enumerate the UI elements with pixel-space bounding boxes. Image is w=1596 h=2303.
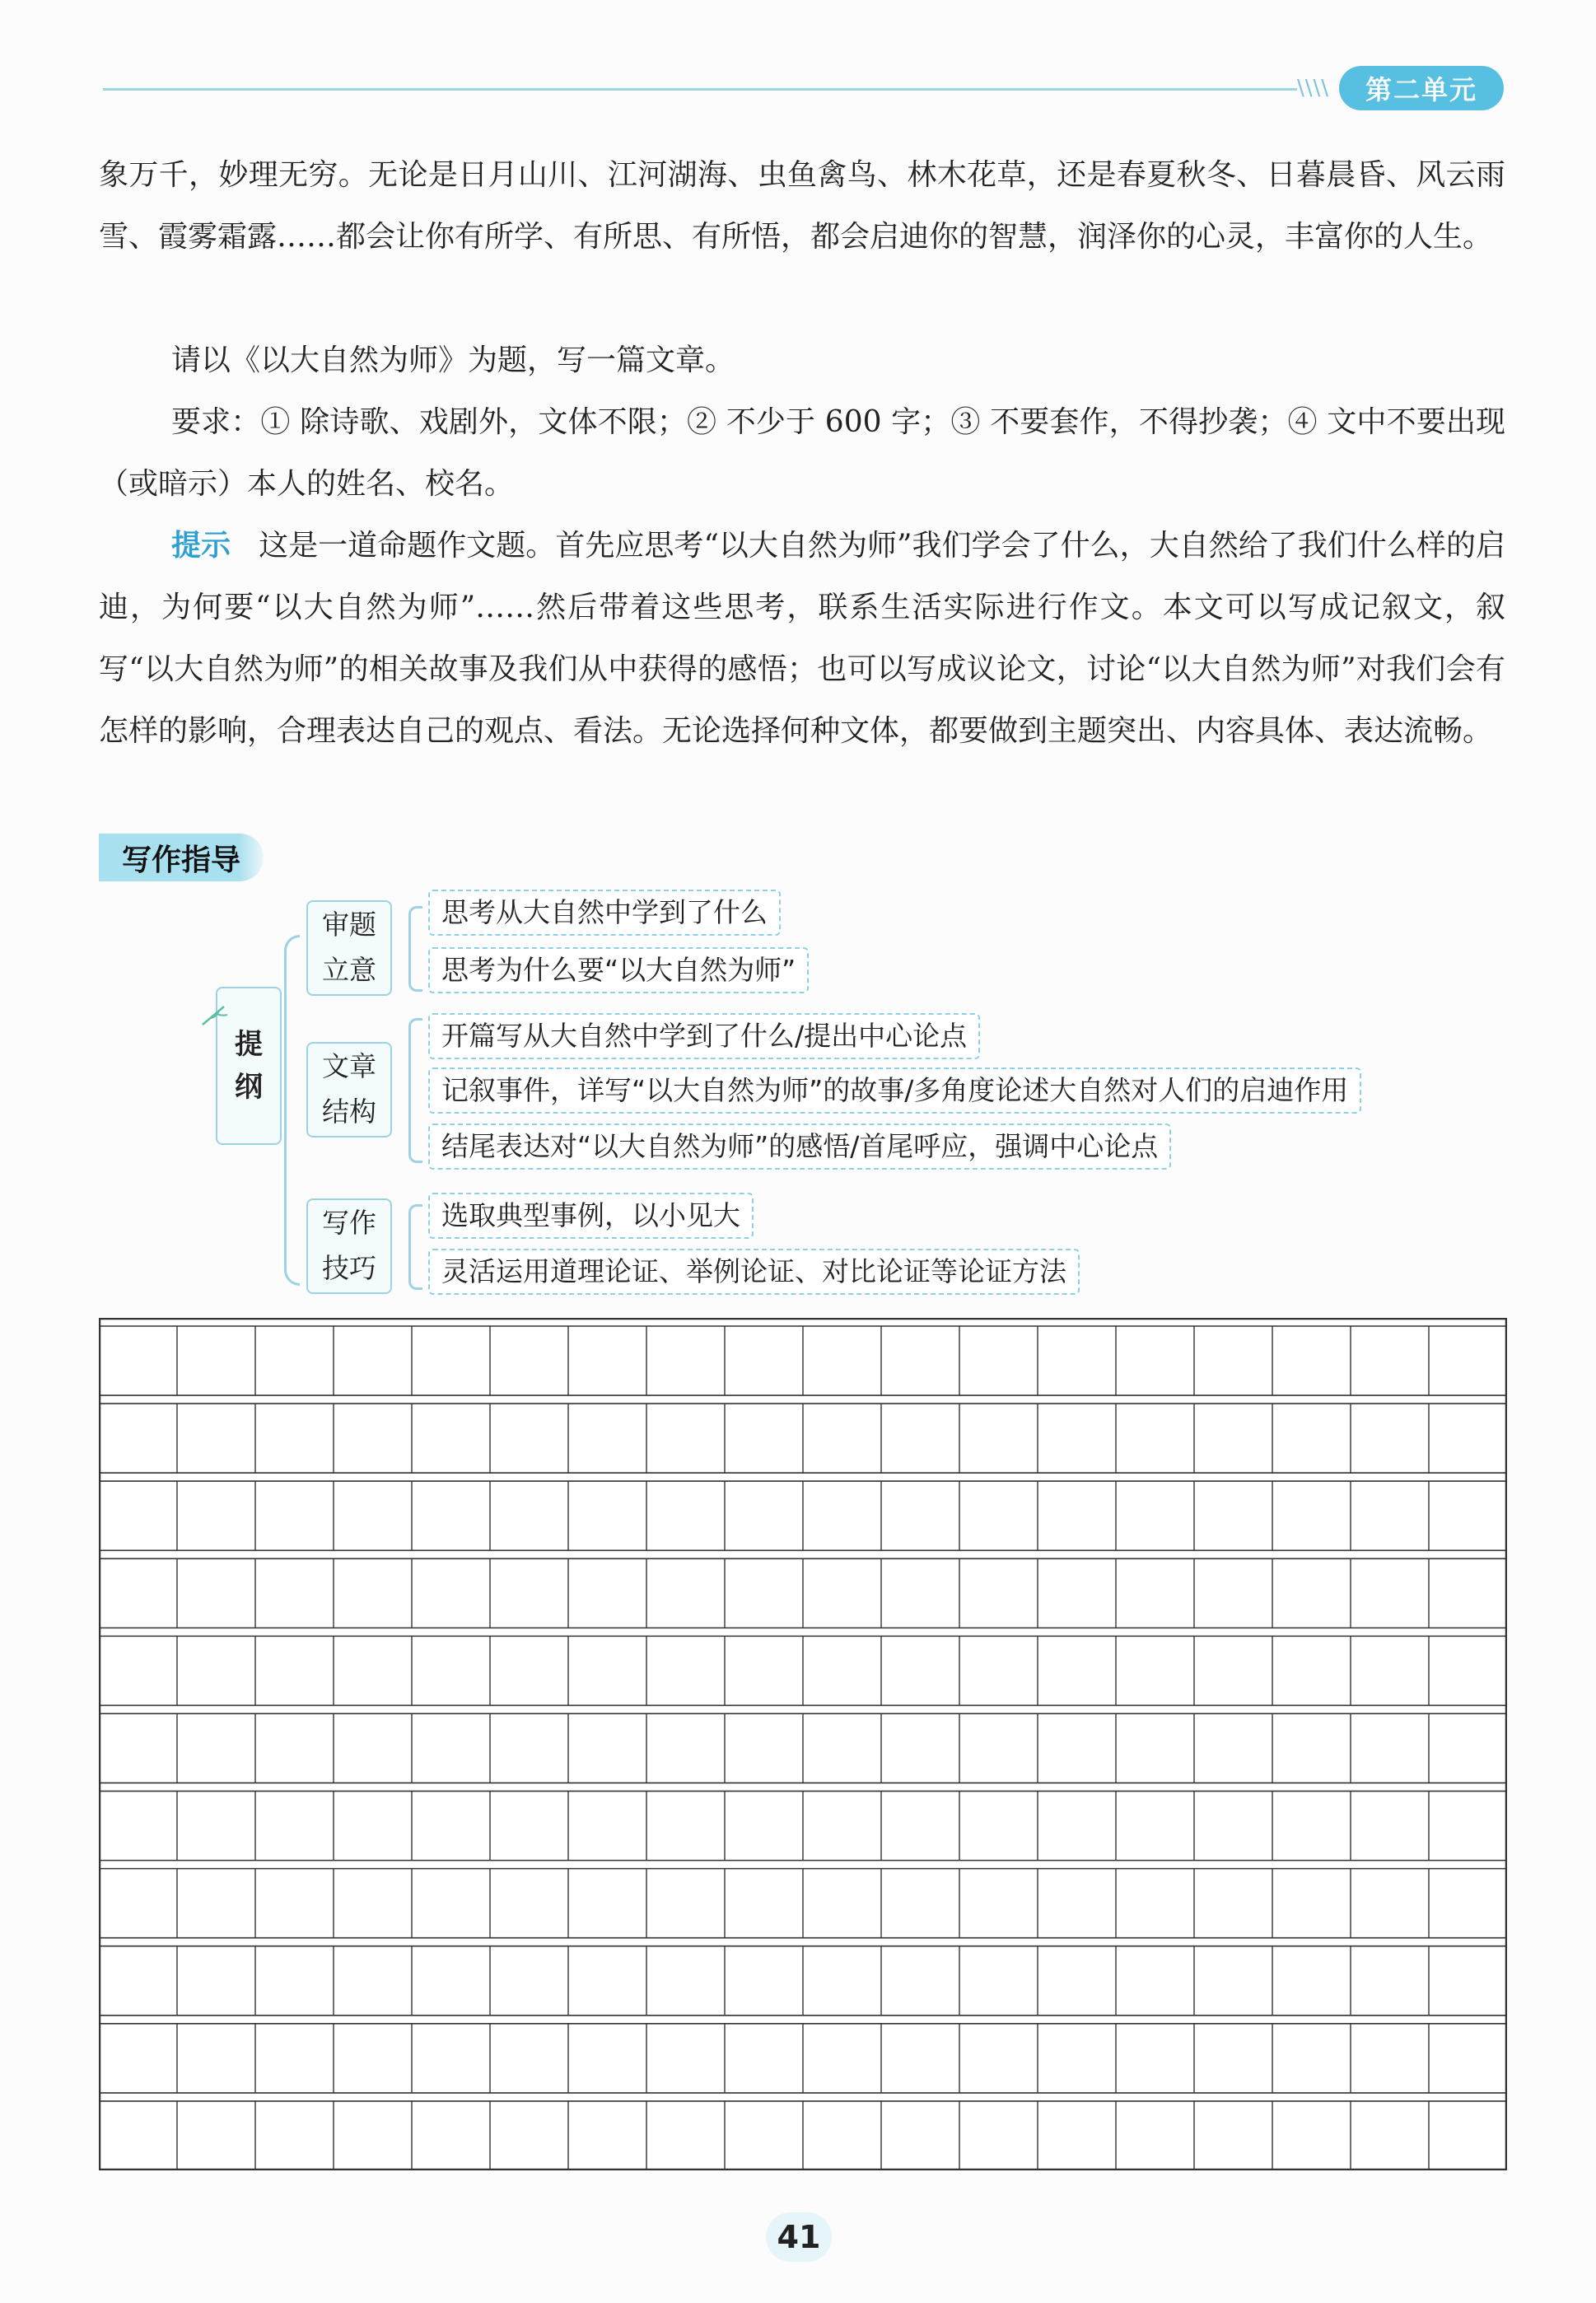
category-box-2	[306, 1042, 392, 1137]
category-3-line-2: 技巧	[322, 1252, 376, 1284]
category-box-3	[306, 1198, 392, 1294]
outline-item-2-1: 开篇写从大自然中学到了什么/提出中心论点	[428, 1013, 980, 1059]
tip-text: 这是一道命题作文题。首先应思考“以大自然为师”我们学会了什么，大自然给了我们什么样的启迪，为何要“以大自然为师”……然后带着这些思考，联系生活实际进行作文。本文可以写成记叙文，叙写“以大自然为师”的相关故事及我们从中获得的感悟；也可以写成议论文，讨论“以大自然为师”对我们会有怎样的影响，合理表达自己的观点、看法。无论选择何种文体，都要做到主题突出、内容具体、表达流畅。	[99, 529, 1505, 748]
bamboo-icon	[199, 1003, 232, 1028]
category-1-brace	[408, 906, 422, 992]
outline-item-1-1: 思考从大自然中学到了什么	[428, 890, 781, 936]
outline-root-char-2: 纲	[235, 1071, 263, 1104]
outline-item-3-2: 灵活运用道理论证、举例论证、对比论证等论证方法	[428, 1249, 1080, 1295]
body-paragraph-1: 象万千，妙理无穷。无论是日月山川、江河湖海、虫鱼禽鸟、林木花草，还是春夏秋冬、日暮晨昏、风云雨雪、霞雾霜露……都会让你有所学、有所思、有所悟，都会启迪你的智慧，润泽你的心灵，丰富你的人生。	[99, 158, 1505, 254]
outline-item-2-2: 记叙事件，详写“以大自然为师”的故事/多角度论述大自然对人们的启迪作用	[428, 1067, 1361, 1114]
outline-root	[216, 987, 282, 1145]
category-3-brace	[408, 1204, 422, 1290]
category-1-line-1: 审题	[322, 909, 376, 941]
outline-main-brace	[284, 935, 300, 1286]
outline-item-2-3: 结尾表达对“以大自然为师”的感悟/首尾呼应，强调中心论点	[428, 1123, 1171, 1170]
category-box-1	[306, 900, 392, 996]
composition-grid[interactable]	[99, 1318, 1507, 2170]
requirements: 要求：① 除诗歌、戏剧外，文体不限；② 不少于 600 字；③ 不要套作，不得抄袭；④ 文中不要出现（或暗示）本人的姓名、校名。	[99, 405, 1505, 501]
page-number: 41	[766, 2212, 832, 2262]
outline-root-char-1: 提	[235, 1028, 263, 1061]
tip-paragraph	[99, 515, 1505, 762]
outline-item-1-2: 思考为什么要“以大自然为师”	[428, 947, 809, 993]
header-rule	[103, 88, 1297, 91]
category-2-line-1: 文章	[322, 1050, 376, 1082]
category-2-brace	[408, 1018, 422, 1163]
header-ticks: \\\\	[1297, 76, 1330, 100]
section-title: 写作指导	[99, 834, 264, 881]
tip-label: 提示	[171, 529, 231, 563]
task-instruction: 请以《以大自然为师》为题，写一篇文章。	[171, 343, 735, 377]
category-2-line-2: 结构	[322, 1095, 376, 1128]
category-1-line-2: 立意	[322, 954, 376, 986]
unit-badge: 第二单元	[1339, 66, 1504, 110]
category-3-line-1: 写作	[322, 1207, 376, 1239]
outline-item-3-1: 选取典型事例，以小见大	[428, 1193, 754, 1239]
